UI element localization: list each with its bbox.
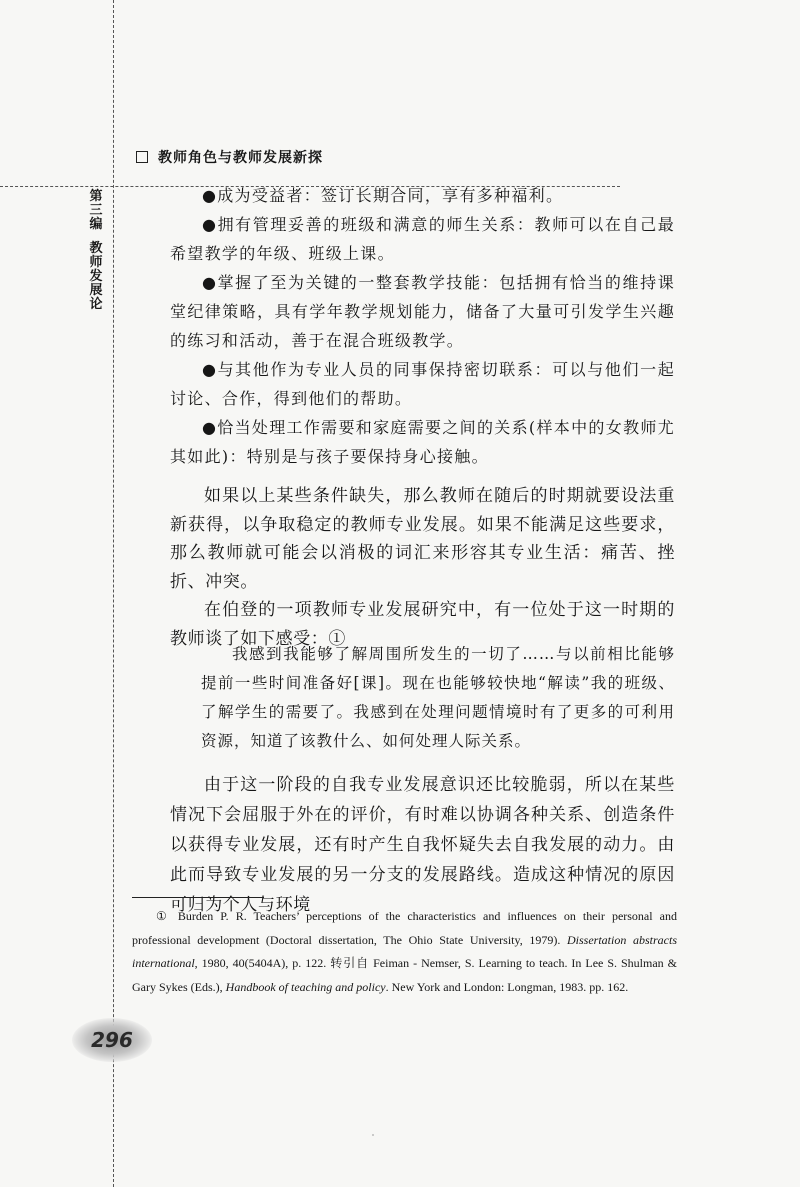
body-text — [170, 482, 675, 653]
footnote-rule — [132, 897, 264, 898]
book-title: Handbook of teaching and policy — [225, 979, 386, 994]
bullet-item: ●恰当处理工作需要和家庭需要之间的关系(样本中的女教师尤其如此)：特别是与孩子要保持身心接触。 — [170, 418, 675, 466]
bullet-item: ●拥有管理妥善的班级和满意的师生关系：教师可以在自己最希望教学的年级、班级上课。 — [170, 215, 675, 263]
bullet-list — [170, 181, 675, 471]
footnote-text: Burden P. R. Teachers’ perceptions of the characteristics and influences on their personal and professional development (Doctoral dissertation, The Ohio State University, 1979). — [132, 909, 677, 947]
part-label: 第三编 — [89, 189, 103, 232]
running-header — [136, 147, 323, 167]
section-title: 教师发展论 — [89, 241, 103, 312]
square-icon — [136, 151, 148, 163]
paragraph: 由于这一阶段的自我专业发展意识还比较脆弱，所以在某些情况下会屈服于外在的评价，有时难以协调各种关系、创造条件以获得专业发展，还有时产生自我怀疑失去自我发展的动力。由此而导致专业发展的另一分支的发展路线。造成这种情况的原因可归为个人与环境 — [170, 775, 675, 915]
bullet-item: ●成为受益者：签订长期合同，享有多种福利。 — [202, 186, 564, 205]
paragraph: 在伯登的一项教师专业发展研究中，有一位处于这一时期的教师谈了如下感受：① — [170, 600, 675, 649]
binding-cut-line — [113, 0, 114, 1187]
footnote-marker: ① — [156, 909, 171, 923]
footnote-text: . New York and London: Longman, 1983. pp. 162. — [385, 979, 629, 994]
quote-text: 我感到我能够了解周围所发生的一切了……与以前相比能够提前一些时间准备好[课]。现在也能够较快地“解读”我的班级、了解学生的需要了。我感到在处理问题情境时有了更多的可利用资源，知道了该教什么、如何处理人际关系。 — [201, 645, 675, 750]
bullet-item: ●掌握了至为关键的一整套教学技能：包括拥有恰当的维持课堂纪律策略，具有学年教学规划能力，储备了大量可引发学生兴趣的练习和活动，善于在混合班级教学。 — [170, 273, 675, 350]
journal-title: Dissertation abstracts international — [132, 932, 677, 970]
footnote-text: , 1980, 40(5404A), p. 122. 转引自 Feiman - Nemser, S. Learning to teach. In Lee S. Shulman & Gary Sykes (Eds.), — [132, 956, 677, 994]
paragraph: 如果以上某些条件缺失，那么教师在随后的时期就要设法重新获得，以争取稳定的教师专业发展。如果不能满足这些要求，那么教师就可能会以消极的词汇来形容其专业生活：痛苦、挫折、冲突。 — [170, 486, 675, 592]
running-header-title: 教师角色与教师发展新探 — [158, 150, 323, 166]
page-number: 296 — [72, 1018, 152, 1062]
scan-speck — [372, 1134, 374, 1136]
block-quote — [170, 640, 675, 756]
footnote — [132, 905, 677, 999]
bullet-item: ●与其他作为专业人员的同事保持密切联系：可以与他们一起讨论、合作，得到他们的帮助。 — [170, 360, 675, 408]
